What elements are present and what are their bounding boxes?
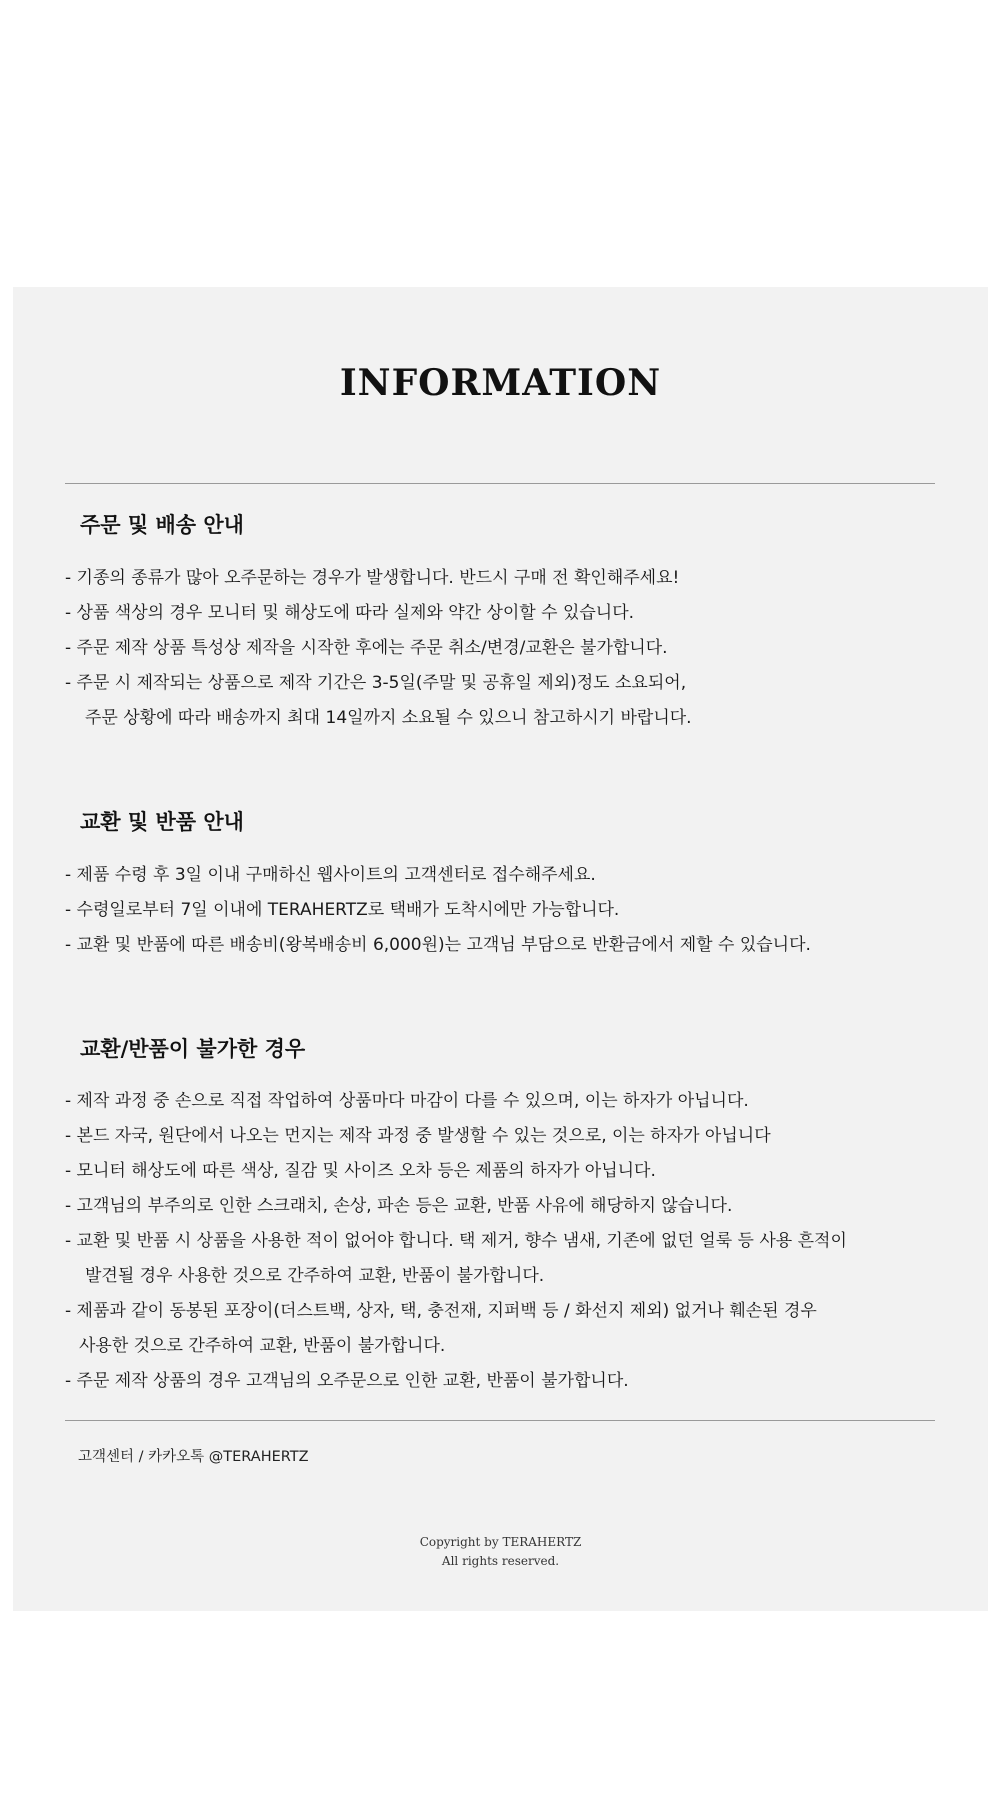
copyright-line: Copyright by TERAHERTZ — [419, 1535, 582, 1549]
list-item: - 제품과 같이 동봉된 포장이(더스트백, 상자, 택, 충전재, 지퍼백 등 / 화선지 제외) 없거나 훼손된 경우 — [65, 1301, 817, 1321]
rights-line: All rights reserved. — [441, 1554, 560, 1568]
list-item: - 주문 제작 상품의 경우 고객님의 오주문으로 인한 교환, 반품이 불가합니다. — [65, 1371, 629, 1391]
customer-center-contact: 고객센터 / 카카오톡 @TERAHERTZ — [78, 1449, 309, 1465]
list-item-continuation: 발견될 경우 사용한 것으로 간주하여 교환, 반품이 불가합니다. — [85, 1266, 545, 1286]
list-item: - 상품 색상의 경우 모니터 및 해상도에 따라 실제와 약간 상이할 수 있습니다. — [65, 603, 635, 623]
section-heading-order-shipping: 주문 및 배송 안내 — [80, 513, 244, 537]
list-item: - 제품 수령 후 3일 이내 구매하신 웹사이트의 고객센터로 접수해주세요. — [65, 865, 596, 885]
top-divider — [65, 483, 935, 484]
list-item: - 고객님의 부주의로 인한 스크래치, 손상, 파손 등은 교환, 반품 사유에 해당하지 않습니다. — [65, 1196, 733, 1216]
bottom-divider — [65, 1420, 935, 1421]
list-item: - 제작 과정 중 손으로 직접 작업하여 상품마다 마감이 다를 수 있으며, 이는 하자가 아닙니다. — [65, 1091, 749, 1111]
list-item: - 교환 및 반품에 따른 배송비(왕복배송비 6,000원)는 고객님 부담으로 반환금에서 제할 수 있습니다. — [65, 935, 811, 955]
list-item: - 수령일로부터 7일 이내에 TERAHERTZ로 택배가 도착시에만 가능합니다. — [65, 900, 620, 920]
list-item: - 기종의 종류가 많아 오주문하는 경우가 발생합니다. 반드시 구매 전 확인해주세요! — [65, 568, 680, 588]
list-item: - 본드 자국, 원단에서 나오는 먼지는 제작 과정 중 발생할 수 있는 것으로, 이는 하자가 아닙니다 — [65, 1126, 771, 1146]
list-item: - 주문 시 제작되는 상품으로 제작 기간은 3-5일(주말 및 공휴일 제외)정도 소요되어, — [65, 673, 687, 693]
list-item: - 주문 제작 상품 특성상 제작을 시작한 후에는 주문 취소/변경/교환은 불가합니다. — [65, 638, 668, 658]
list-item: - 교환 및 반품 시 상품을 사용한 적이 없어야 합니다. 택 제거, 향수 냄새, 기존에 없던 얼룩 등 사용 흔적이 — [65, 1231, 847, 1251]
section-heading-not-allowed: 교환/반품이 불가한 경우 — [80, 1037, 306, 1061]
information-panel — [13, 287, 988, 1611]
list-item-continuation: 사용한 것으로 간주하여 교환, 반품이 불가합니다. — [79, 1336, 446, 1356]
list-item-continuation: 주문 상황에 따라 배송까지 최대 14일까지 소요될 수 있으니 참고하시기 바랍니다. — [85, 708, 692, 728]
page-title: INFORMATION — [339, 362, 662, 404]
list-item: - 모니터 해상도에 따른 색상, 질감 및 사이즈 오차 등은 제품의 하자가 아닙니다. — [65, 1161, 656, 1181]
section-heading-exchange-return: 교환 및 반품 안내 — [80, 810, 244, 834]
